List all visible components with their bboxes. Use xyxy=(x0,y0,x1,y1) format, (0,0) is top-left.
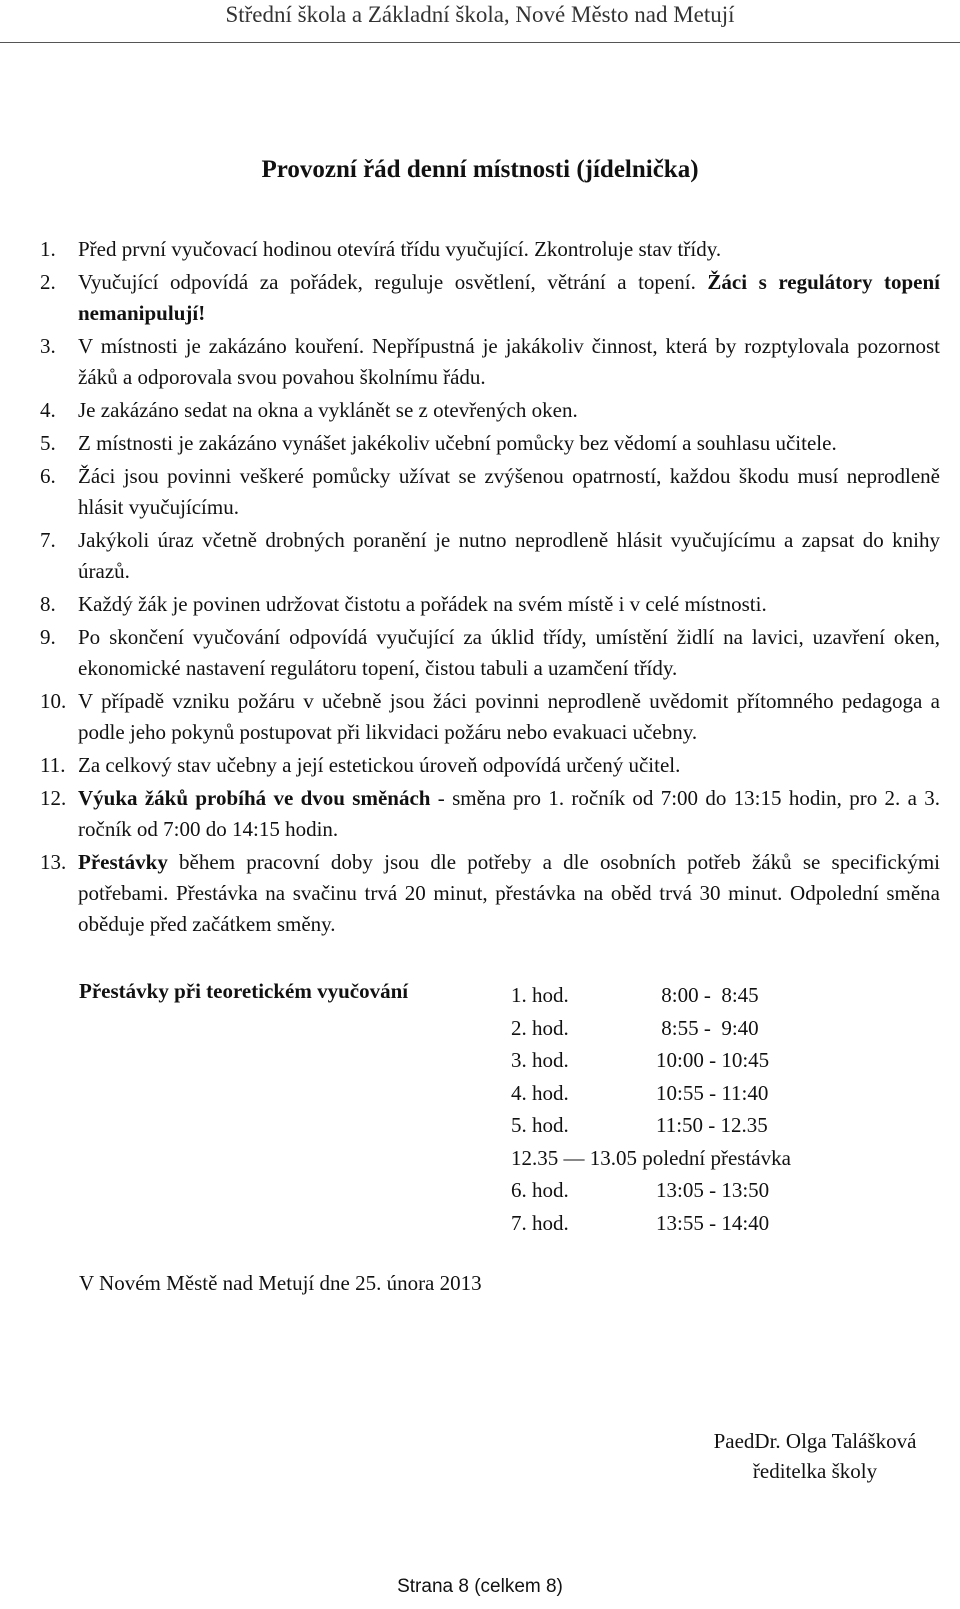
rule-bold-lead: Výuka žáků probíhá ve dvou směnách xyxy=(78,786,431,810)
rule-number: 8. xyxy=(40,592,56,616)
rule-item xyxy=(40,622,940,684)
rule-number: 6. xyxy=(40,464,56,488)
rule-text: Za celkový stav učebny a její estetickou úroveň odpovídá určený učitel. xyxy=(78,753,681,777)
break-time: 8:00 - 8:45 xyxy=(656,983,759,1007)
rule-number: 12. xyxy=(40,786,67,810)
page-header: Střední škola a Základní škola, Nové Město nad Metují xyxy=(225,2,735,27)
rule-text: V případě vzniku požáru v učebně jsou žáci povinni neprodleně uvědomit přítomného pedagoga a podle jeho pokynů postupovat při likvidaci požáru nebo evakuaci učebny. xyxy=(78,689,940,744)
rule-text: během pracovní doby jsou dle potřeby a dle osobních potřeb žáků se specifickými potřebami. Přestávka na svačinu trvá 20 minut, přestávka na oběd trvá 30 minut. Odpolední směna oběduje před začátkem směny. xyxy=(78,850,940,936)
rule-number: 1. xyxy=(40,237,56,261)
break-time: 10:00 - 10:45 xyxy=(656,1048,770,1072)
rule-item xyxy=(40,234,940,265)
rule-number: 13. xyxy=(40,850,67,874)
page-footer: Strana 8 (celkem 8) xyxy=(397,1576,563,1597)
place-date: V Novém Městě nad Metují dne 25. února 2013 xyxy=(79,1271,482,1295)
rule-text: Žáci jsou povinni veškeré pomůcky užívat se zvýšenou opatrností, každou škodu musí neprodleně hlásit vyučujícímu. xyxy=(78,464,940,519)
rule-text: Jakýkoli úraz včetně drobných poranění je nutno neprodleně hlásit vyučujícímu a zapsat do knihy úrazů. xyxy=(78,528,940,583)
rule-text: Každý žák je povinen udržovat čistotu a pořádek na svém místě i v celé místnosti. xyxy=(78,592,767,616)
break-hour: 5. hod. xyxy=(511,1113,569,1137)
rule-item xyxy=(40,395,940,426)
signature-name: PaedDr. Olga Talášková xyxy=(713,1429,917,1453)
rule-number: 11. xyxy=(40,753,66,777)
rule-number: 5. xyxy=(40,431,56,455)
document-title: Provozní řád denní místnosti (jídelnička) xyxy=(261,156,699,183)
rule-item xyxy=(40,750,940,781)
rule-item xyxy=(40,525,940,587)
header-divider xyxy=(0,42,960,43)
break-time: 13:55 - 14:40 xyxy=(656,1210,770,1235)
rule-number: 4. xyxy=(40,398,56,422)
break-time: 13:05 - 13:50 xyxy=(656,1178,770,1202)
rule-text: Před první vyučovací hodinou otevírá třídu vyučující. Zkontroluje stav třídy. xyxy=(78,237,722,261)
rule-text: - směna pro 1. ročník od 7:00 do 13:15 hodin, pro 2. a 3. ročník od 7:00 do 14:15 hodin. xyxy=(78,786,940,841)
rule-number: 3. xyxy=(40,334,56,358)
break-hour: 7. hod. xyxy=(511,1210,569,1235)
rule-text: Je zakázáno sedat na okna a vyklánět se z otevřených oken. xyxy=(78,398,578,422)
rule-text: Vyučující odpovídá za pořádek, reguluje osvětlení, větrání a topení. xyxy=(78,270,708,294)
rule-item xyxy=(40,847,940,940)
break-hour: 3. hod. xyxy=(511,1048,569,1072)
rule-item xyxy=(40,461,940,523)
break-hour: 6. hod. xyxy=(511,1178,569,1202)
rule-number: 7. xyxy=(40,528,56,552)
break-time: 8:55 - 9:40 xyxy=(656,1015,759,1040)
break-hour: 1. hod. xyxy=(511,983,569,1007)
rule-item xyxy=(40,589,940,620)
rule-number: 10. xyxy=(40,689,67,713)
rule-bold-lead: Přestávky xyxy=(78,850,168,874)
signature-role: ředitelka školy xyxy=(752,1459,878,1483)
rule-item xyxy=(40,331,940,393)
break-time: 11:50 - 12.35 xyxy=(656,1113,768,1137)
signature-block xyxy=(690,1426,940,1486)
break-time: 10:55 - 11:40 xyxy=(656,1080,769,1105)
rule-text: Z místnosti je zakázáno vynášet jakékoliv učební pomůcky bez vědomí a souhlasu učitele. xyxy=(78,431,837,455)
rule-text: Po skončení vyučování odpovídá vyučující za úklid třídy, umístění židlí na lavici, uzavření oken, ekonomické nastavení regulátoru topení, čistou tabuli a uzamčení třídy. xyxy=(78,625,940,680)
rules-list xyxy=(40,234,940,942)
break-hour: 2. hod. xyxy=(511,1015,569,1040)
rule-number: 9. xyxy=(40,625,56,649)
rule-item xyxy=(40,783,940,845)
break-note: 12.35 — 13.05 polední přestávka xyxy=(511,1145,791,1170)
break-hour: 4. hod. xyxy=(511,1080,569,1105)
rule-bold-text: Žáci s regulátory topení nemanipulují! xyxy=(78,270,941,325)
breaks-label: Přestávky při teoretickém vyučování xyxy=(79,979,409,1003)
rule-text: V místnosti je zakázáno kouření. Nepřípustná je jakákoliv činnost, která by rozptylovala pozornost žáků a odporovala svou povahou školnímu řádu. xyxy=(78,334,940,389)
rule-number: 2. xyxy=(40,270,56,294)
rule-item xyxy=(40,267,940,329)
rule-item xyxy=(40,686,940,748)
rule-item xyxy=(40,428,940,459)
